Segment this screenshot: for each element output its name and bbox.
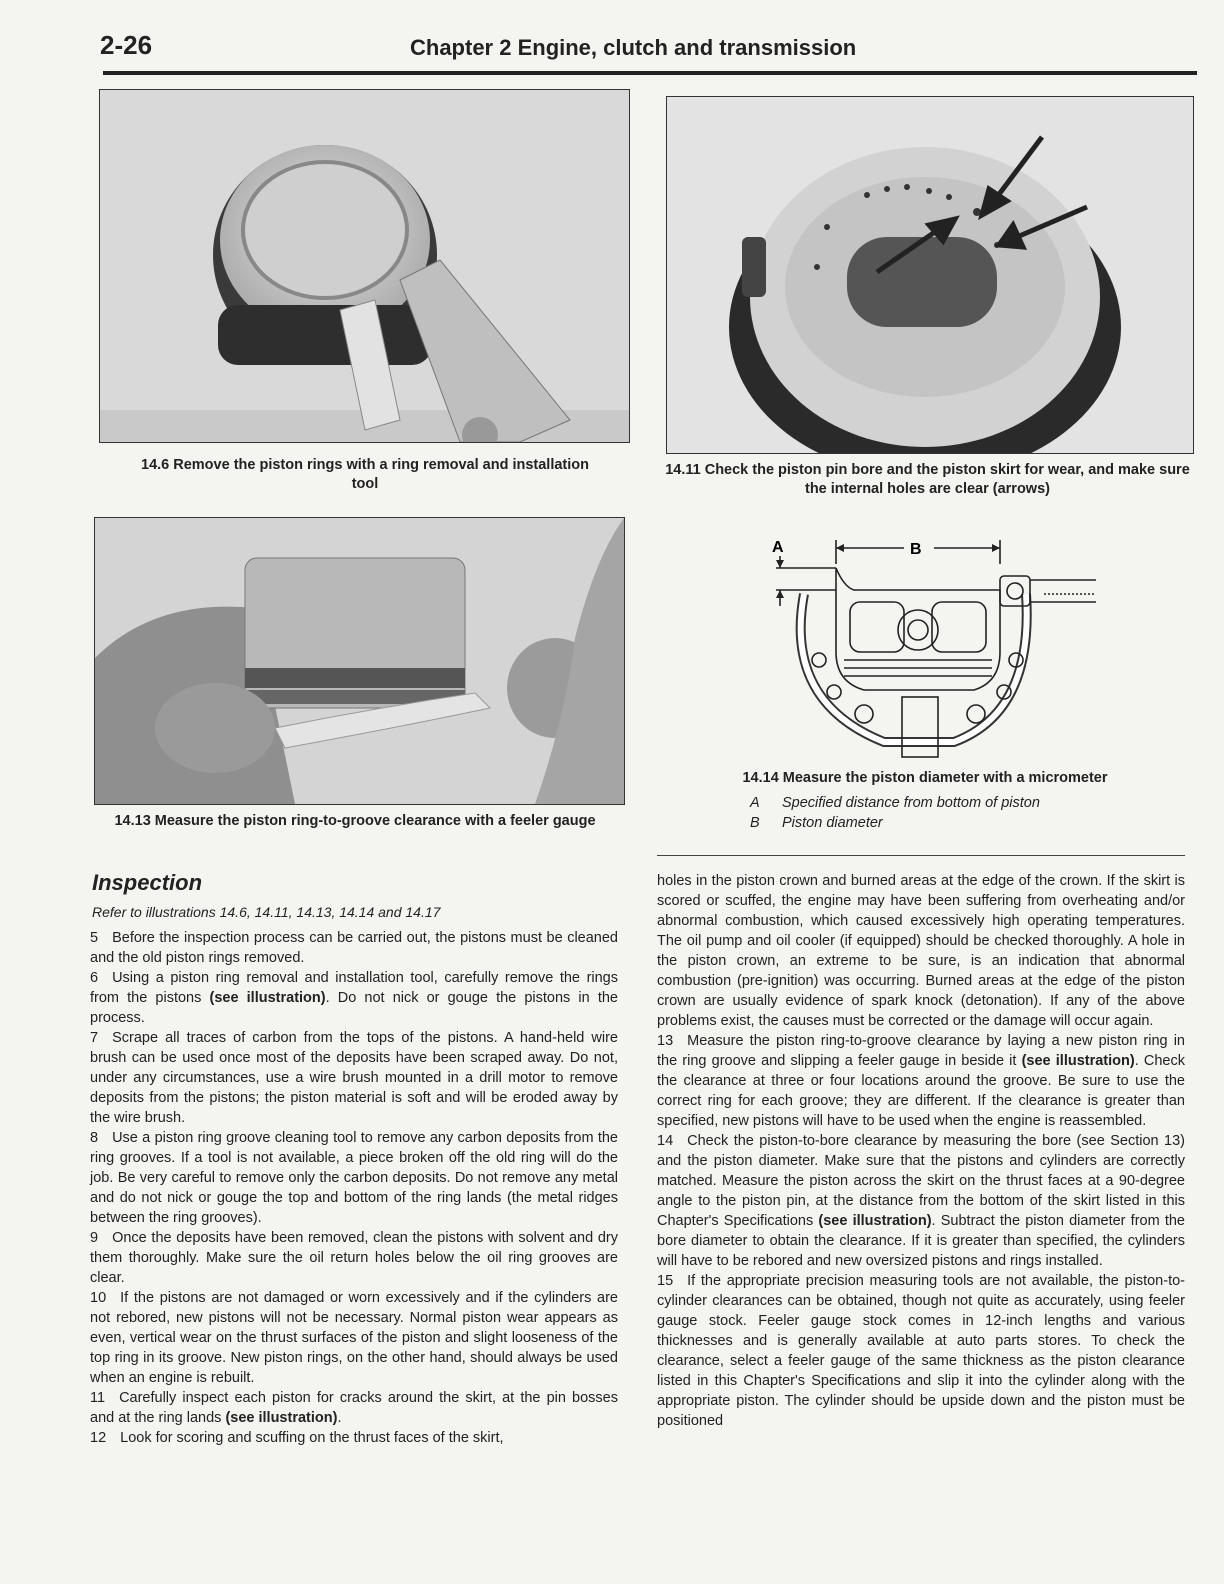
paragraph-text: If the pistons are not damaged or worn excessively and if the cylinders are not rebored, new pistons will not be necessary. Normal piston wear appears as even, vertical wear on the thrust surfaces of the piston and slight looseness of the top ring in its groove. New piston rings, on the other hand, should always be used when an engine is rebuilt.: [90, 1290, 618, 1386]
paragraph-number: 11: [90, 1390, 106, 1406]
paragraph-text: holes in the piston crown and burned areas at the edge of the crown. If the skirt is scored or scuffed, the engine may have been suffering from overheating and/or abnormal combustion, which caused excessively high operating temperatures. The oil pump and oil cooler (if equipped) should be checked thoroughly. A hole in the piston crown, an extreme to be sure, is an indication that abnormal combustion (pre-ignition) was occurring. Burned areas at the edge of the piston crown are usually evidence of spark knock (detonation). If any of the above problems exist, the causes must be corrected or the damage will occur again.: [657, 873, 1185, 1029]
paragraph-number: 5: [90, 930, 99, 946]
paragraph-text: Carefully inspect each piston for cracks around the skirt, at the pin bosses and at the ring lands: [90, 1390, 618, 1426]
paragraph-number: 8: [90, 1130, 99, 1146]
photo-14-6: [99, 89, 630, 443]
paragraph-number: 10: [90, 1290, 107, 1306]
paragraph: [90, 1028, 618, 1128]
paragraph: [657, 1271, 1185, 1431]
paragraph: [90, 968, 618, 1028]
paragraph-text: Using a piston ring removal and installation tool, carefully remove the rings from the pistons: [90, 970, 618, 1006]
caption-14-14: 14.14 Measure the piston diameter with a micrometer: [742, 770, 1108, 786]
see-illustration-ref: (see illustration): [225, 1410, 338, 1426]
paragraph: [90, 1128, 618, 1228]
photo-14-11: [666, 96, 1194, 454]
paragraph-text: Check the piston-to-bore clearance by measuring the bore (see Section 13) and the piston diameter. Make sure that the pistons and cylinders are correctly matched. Measure the piston across the skirt on the thrust faces at a 90-degree angle to the piston pin, at the distance from the bottom of the skirt listed in this Chapter's Specifications: [657, 1133, 1185, 1229]
legend-key: A: [750, 795, 760, 811]
refer-line: Refer to illustrations 14.6, 14.11, 14.13, 14.14 and 14.17: [92, 904, 441, 920]
paragraph-number: 9: [90, 1230, 99, 1246]
header-rule: [103, 71, 1197, 75]
paragraph: [90, 1228, 618, 1288]
paragraph: [90, 1428, 618, 1448]
paragraph: [90, 928, 618, 968]
paragraph-number: 13: [657, 1033, 674, 1049]
paragraph-number: 12: [90, 1430, 107, 1446]
paragraph-text-after: .: [337, 1410, 342, 1426]
paragraph-text: If the appropriate precision measuring tools are not available, the piston-to-cylinder clearances can be obtained, though not quite as accurately, using feeler gauge stock. Feeler gauge stock comes in 12-inch lengths and various thicknesses and is generally available at auto parts stores. To check the clearance, select a feeler gauge of the same thickness as the piston clearance listed in this Chapter's Specifications and slip it into the cylinder along with the appropriate piston. The cylinder should be upside down and the piston must be positioned: [657, 1273, 1185, 1429]
caption-14-13: 14.13 Measure the piston ring-to-groove clearance with a feeler gauge: [114, 813, 596, 829]
legend-row-b: [750, 815, 883, 831]
photo-14-13: [94, 517, 625, 805]
legend-text: Piston diameter: [782, 815, 883, 831]
paragraph-text: Once the deposits have been removed, clean the pistons with solvent and dry them thoroughly. Make sure the oil return holes below the oil ring grooves are clear.: [90, 1230, 618, 1286]
paragraph: [90, 1288, 618, 1388]
paragraph: [657, 1031, 1185, 1131]
paragraph-text-after: . Check the clearance at three or four locations around the groove. Be sure to use the correct ring for each groove; they are different. If the clearance is greater than specified, new pistons will have to be used when the engine is reassembled.: [657, 1053, 1185, 1129]
legend-row-a: [750, 795, 1040, 811]
paragraph: [657, 1131, 1185, 1271]
see-illustration-ref: (see illustration): [1021, 1053, 1135, 1069]
caption-14-6: 14.6 Remove the piston rings with a ring removal and installation tool: [141, 457, 589, 492]
paragraph-number: 7: [90, 1030, 99, 1046]
paragraph-text: Before the inspection process can be carried out, the pistons must be cleaned and the old piston rings removed.: [90, 930, 618, 966]
paragraph-text: Use a piston ring groove cleaning tool to remove any carbon deposits from the ring grooves. If a tool is not available, a piece broken off the old ring will do the job. Be very careful to remove only the carbon deposits. Do not remove any metal and do not nick or gouge the top and bottom of the ring lands (the metal ridges between the ring grooves).: [90, 1130, 618, 1226]
paragraph-text: Scrape all traces of carbon from the tops of the pistons. A hand-held wire brush can be used once most of the deposits have been scraped away. Do not, under any circumstances, use a wire brush mounted in a drill motor to remove deposits from the pistons; the piston material is soft and will be eroded away by the wire brush.: [90, 1030, 618, 1126]
paragraph-text-after: . Do not nick or gouge the pistons in the process.: [90, 990, 618, 1026]
paragraph-number: 6: [90, 970, 99, 986]
section-heading: Inspection: [92, 870, 203, 895]
column-divider: [657, 855, 1185, 856]
label-a: A: [772, 539, 784, 556]
diagram-14-14: [764, 532, 1104, 762]
page-number: 2-26: [100, 30, 153, 60]
paragraph: [657, 871, 1185, 1031]
legend-text: Specified distance from bottom of piston: [782, 795, 1040, 811]
label-b: B: [910, 541, 922, 558]
see-illustration-ref: (see illustration): [209, 990, 326, 1006]
paragraph-text: Measure the piston ring-to-groove clearance by laying a new piston ring in the ring groove and slipping a feeler gauge in beside it: [657, 1033, 1185, 1069]
caption-14-11: 14.11 Check the piston pin bore and the piston skirt for wear, and make sure the internal holes are clear (arrows): [665, 462, 1190, 497]
see-illustration-ref: (see illustration): [818, 1213, 932, 1229]
left-column: [90, 928, 618, 1448]
right-column: [657, 871, 1185, 1431]
paragraph-number: 14: [657, 1133, 674, 1149]
chapter-title: Chapter 2 Engine, clutch and transmission: [410, 35, 857, 60]
paragraph-text-after: . Subtract the piston diameter from the bore diameter to obtain the clearance. If it is greater than specified, the cylinders will have to be rebored and new oversized pistons and rings installed.: [657, 1213, 1185, 1269]
legend-key: B: [750, 815, 760, 831]
paragraph-text: Look for scoring and scuffing on the thrust faces of the skirt,: [120, 1430, 504, 1446]
paragraph: [90, 1388, 618, 1428]
paragraph-number: 15: [657, 1273, 674, 1289]
